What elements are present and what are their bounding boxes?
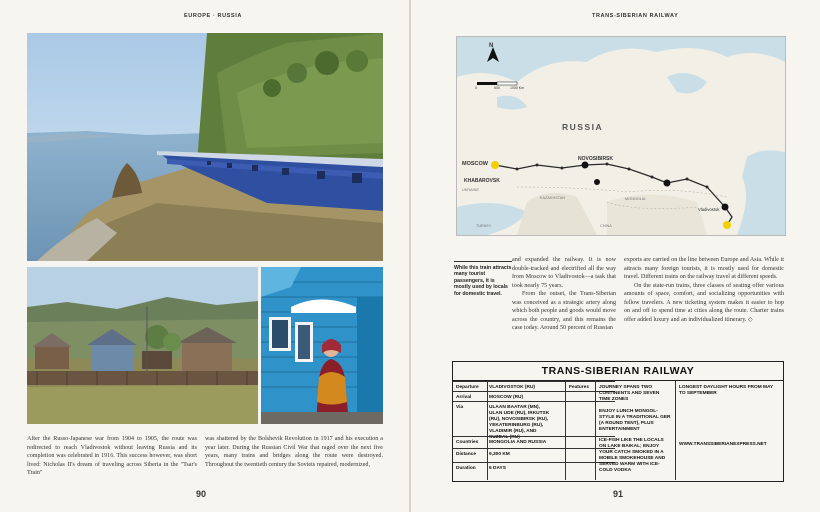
map-label-novosibirsk: NOVOSIBIRSK [578, 156, 614, 162]
route-map [456, 36, 786, 236]
map-label-kazakhstan: KAZAKHSTAN [540, 196, 566, 200]
body-text-right-col1-a: and expanded the railway. It is now double-tracked and electrified all the way from Moscow to Vladivostok—a task that took nearly 75 years. [512, 257, 616, 289]
info-value: MONGOLIA AND RUSSIA [489, 440, 547, 445]
body-text-right-col2-b: On the state-run trains, three classes of seating offer various amounts of space, comfort, and socializing opportunities with fellow travelers. A new ticketing system makes it easier to hop on and off to spend time at cities along the route. Charter trains offer added luxury and an individualized itinerary. ◇ [624, 282, 784, 323]
sidenote: While this train attracts many tourist passengers, it is mostly used by locals for domestic travel. [454, 261, 512, 297]
info-label: Distance [456, 452, 476, 457]
info-row-via [453, 401, 615, 440]
info-row-duration [453, 462, 615, 481]
photo-siberian-village [27, 267, 258, 424]
map-label-vladivostok: Vladivostok [698, 207, 720, 212]
map-scale-0: 0 [475, 86, 477, 90]
map-label-russia: RUSSIA [562, 122, 604, 132]
photo-woman-blue-house [261, 267, 383, 424]
running-head-right: TRANS-SIBERIAN RAILWAY [592, 13, 679, 19]
feature-item: ENJOY LUNCH MONGOL-STYLE IN A TRADITIONAL GER (A ROUND TENT), PLUS ENTERTAINMENT [599, 409, 671, 432]
info-label: Countries [456, 440, 479, 445]
map-label-moscow: MOSCOW [462, 161, 488, 167]
map-label-ukraine: UKRAINE [462, 188, 479, 192]
website-link[interactable]: WWW.TRANSSIBERIANEXPRESS.NET [679, 442, 767, 447]
map-label-khabarovsk: KHABAROVSK [464, 178, 500, 184]
body-text-right-col1-b: From the outset, the Trans-Siberian was conceived as a strategic artery along which both people and goods would move across the country, and this remains the case today. Around 50 percent of Russian [512, 291, 616, 331]
map-scale-1000: 1000 Km [510, 86, 525, 90]
info-value: MOSCOW (RU) [489, 395, 524, 400]
info-label: Arrival [456, 395, 472, 400]
map-scale-500: 500 [494, 86, 500, 90]
body-text-right-col1 [512, 256, 616, 333]
map-label-china: CHINA [600, 224, 612, 228]
info-row-distance [453, 448, 615, 463]
info-value: ULAAN BAATAR (MN), ULAN UDE (RU), IRKUTSK (RU), NOVOSIBIRSK (RU), YEKATERINBURG (RU), VLADIMIR (RU), AND SUZDAL (RU) [489, 405, 550, 440]
info-value: 9,300 KM [489, 452, 510, 457]
left-page [0, 0, 409, 512]
feature-item-daylight: LONGEST DAYLIGHT HOURS FROM MAY TO SEPTEMBER [679, 385, 774, 396]
features-label: Features [569, 385, 589, 390]
route-info-box [452, 361, 784, 482]
info-label: Via [456, 405, 464, 410]
feature-item: JOURNEY SPANS TWO CONTINENTS AND SEVEN TIME ZONES [599, 385, 660, 402]
body-text-right-col2-a: exports are carried on the line between Europe and Asia. While it attracts many foreign tourists, it is mostly used for domestic travel. Different trains on the railway travel at different speeds. [624, 257, 784, 280]
photo-train-lakeside [27, 33, 383, 261]
info-value: VLADIVOSTOK (RU) [489, 385, 536, 390]
info-label: Duration [456, 466, 476, 471]
info-box-title: TRANS-SIBERIAN RAILWAY [541, 365, 695, 377]
map-north-label: N [489, 43, 494, 49]
body-text-left-col2: was shattered by the Bolshevik Revolution in 1917 and his execution a year later. During the Russian Civil War that raged over the next five years, many trains and bridges along the route were destroyed. Throughout the twentieth century the Soviets repaired, modernized, [205, 436, 383, 468]
body-text-right-col2 [624, 256, 784, 324]
page-number-left: 90 [196, 489, 207, 499]
map-label-turkey: TURKEY [476, 224, 492, 228]
running-head-left: EUROPE · RUSSIA [184, 13, 242, 19]
page-number-right: 91 [613, 489, 624, 499]
feature-item: ICE-FISH LIKE THE LOCALS ON LAKE BAIKAL; ENJOY YOUR CATCH SMOKED IN A MOBILE SMOKEHOUSE AND SERVED WARM WITH ICE-COLD VODKA [599, 438, 666, 473]
map-label-mongolia: MONGOLIA [625, 197, 646, 201]
body-text-left-col1: After the Russo-Japanese war from 1904 to 1905, the route was redirected to reach Vladivostok without leaving Russia and its completion was celebrated in 1916. This success however, was short lived: Nicholas II's dream of traveling across Siberia in the "Tsar's Train" [27, 436, 197, 476]
info-label: Departure [456, 385, 479, 390]
info-value: 6 DAYS [489, 466, 506, 471]
